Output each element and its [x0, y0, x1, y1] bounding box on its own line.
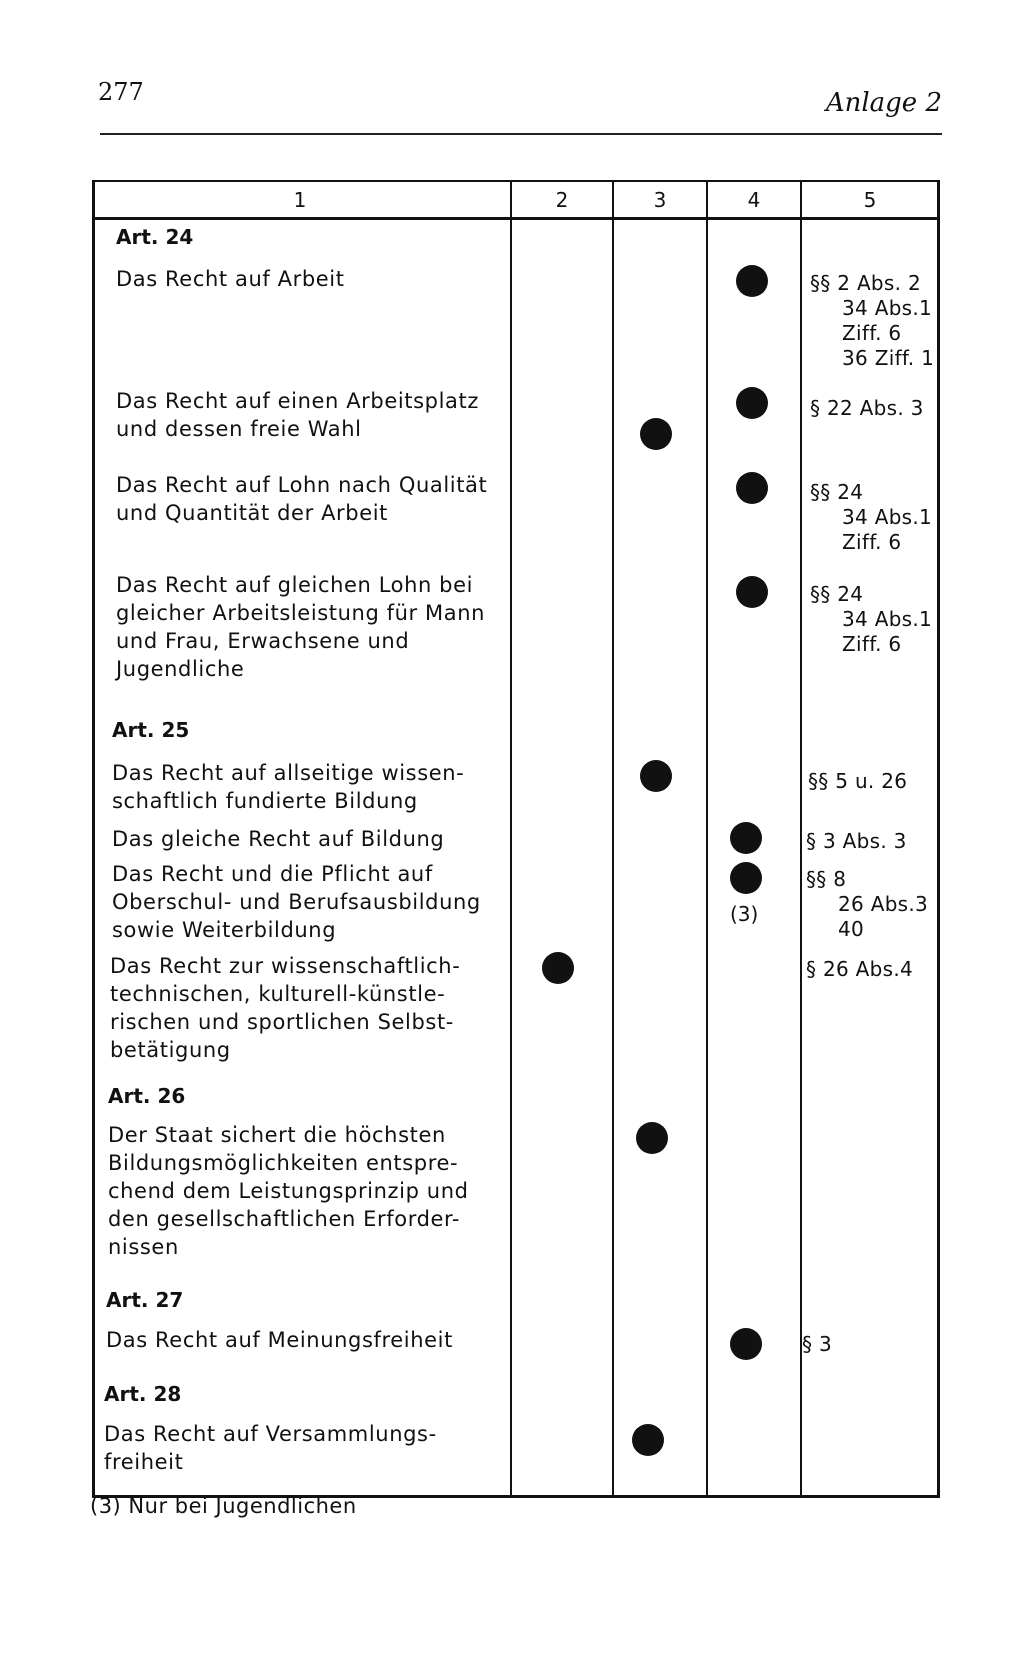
footnote: (3) Nur bei Jugendlichen: [90, 1494, 357, 1518]
mark-dot-col4: [736, 576, 768, 608]
column-divider: [612, 180, 614, 1498]
right-text: Das Recht auf einen Arbeitsplatz und dessen freie Wahl: [116, 389, 479, 441]
right-text: Das Recht auf gleichen Lohn bei gleicher Arbeitsleistung für Mann und Frau, Erwachsene und Jugendliche: [116, 573, 486, 681]
right-text: Das Recht auf allseitige wissen- schaftlich fundierte Bildung: [112, 761, 465, 813]
law-reference: §§ 24 34 Abs.1 Ziff. 6: [810, 480, 933, 554]
mark-dot-col4: [736, 265, 768, 297]
column-header-3: 3: [653, 188, 667, 212]
right-text: Das gleiche Recht auf Bildung: [112, 827, 445, 851]
column-divider: [706, 180, 708, 1498]
article-heading: Art. 24: [116, 225, 194, 249]
column-header-1: 1: [293, 188, 307, 212]
column-header-4: 4: [747, 188, 761, 212]
right-text: Das Recht und die Pflicht auf Oberschul- und Berufsausbildung sowie Weiterbildung: [112, 862, 481, 942]
page-number: 277: [98, 78, 144, 106]
mark-dot-col3: [632, 1424, 664, 1456]
page-header: Anlage 2: [825, 88, 942, 118]
mark-dot-col4: [736, 472, 768, 504]
header-rule: [100, 133, 942, 135]
mark-dot-col3: [640, 760, 672, 792]
law-reference: § 22 Abs. 3: [810, 396, 924, 420]
right-text: Der Staat sichert die höchsten Bildungsmöglichkeiten entspre- chend dem Leistungsprinzip und den gesellschaftlichen Erforder- nissen: [108, 1123, 469, 1259]
mark-dot-col4: [730, 822, 762, 854]
mark-dot-col3: [640, 418, 672, 450]
column-header-2: 2: [555, 188, 569, 212]
law-reference: § 26 Abs.4: [806, 957, 914, 981]
mark-dot-col4: [730, 1328, 762, 1360]
right-text: Das Recht zur wissenschaftlich- technischen, kulturell-künstle- rischen und sportlichen Selbst- betätigung: [110, 954, 461, 1062]
column-divider: [800, 180, 802, 1498]
article-heading: Art. 25: [112, 718, 190, 742]
law-reference: §§ 2 Abs. 2 34 Abs.1 Ziff. 6 36 Ziff. 1: [810, 271, 935, 370]
law-reference: §§ 24 34 Abs.1 Ziff. 6: [810, 582, 933, 656]
column-header-5: 5: [863, 188, 877, 212]
right-text: Das Recht auf Arbeit: [116, 267, 345, 291]
article-heading: Art. 28: [104, 1382, 182, 1406]
header-row-divider: [92, 217, 940, 220]
right-text: Das Recht auf Meinungsfreiheit: [106, 1328, 453, 1352]
mark-dot-col4: [736, 387, 768, 419]
column-divider: [510, 180, 512, 1498]
law-reference: § 3: [802, 1332, 832, 1356]
law-reference: §§ 5 u. 26: [808, 769, 908, 793]
right-text: Das Recht auf Versammlungs- freiheit: [104, 1422, 437, 1474]
mark-dot-col4: [730, 862, 762, 894]
right-text: Das Recht auf Lohn nach Qualität und Quantität der Arbeit: [116, 473, 488, 525]
mark-dot-col2: [542, 952, 574, 984]
law-reference: §§ 8 26 Abs.3 40: [806, 867, 929, 941]
article-heading: Art. 26: [108, 1084, 186, 1108]
footnote-marker: (3): [730, 902, 759, 926]
mark-dot-col3: [636, 1122, 668, 1154]
article-heading: Art. 27: [106, 1288, 184, 1312]
law-reference: § 3 Abs. 3: [806, 829, 907, 853]
